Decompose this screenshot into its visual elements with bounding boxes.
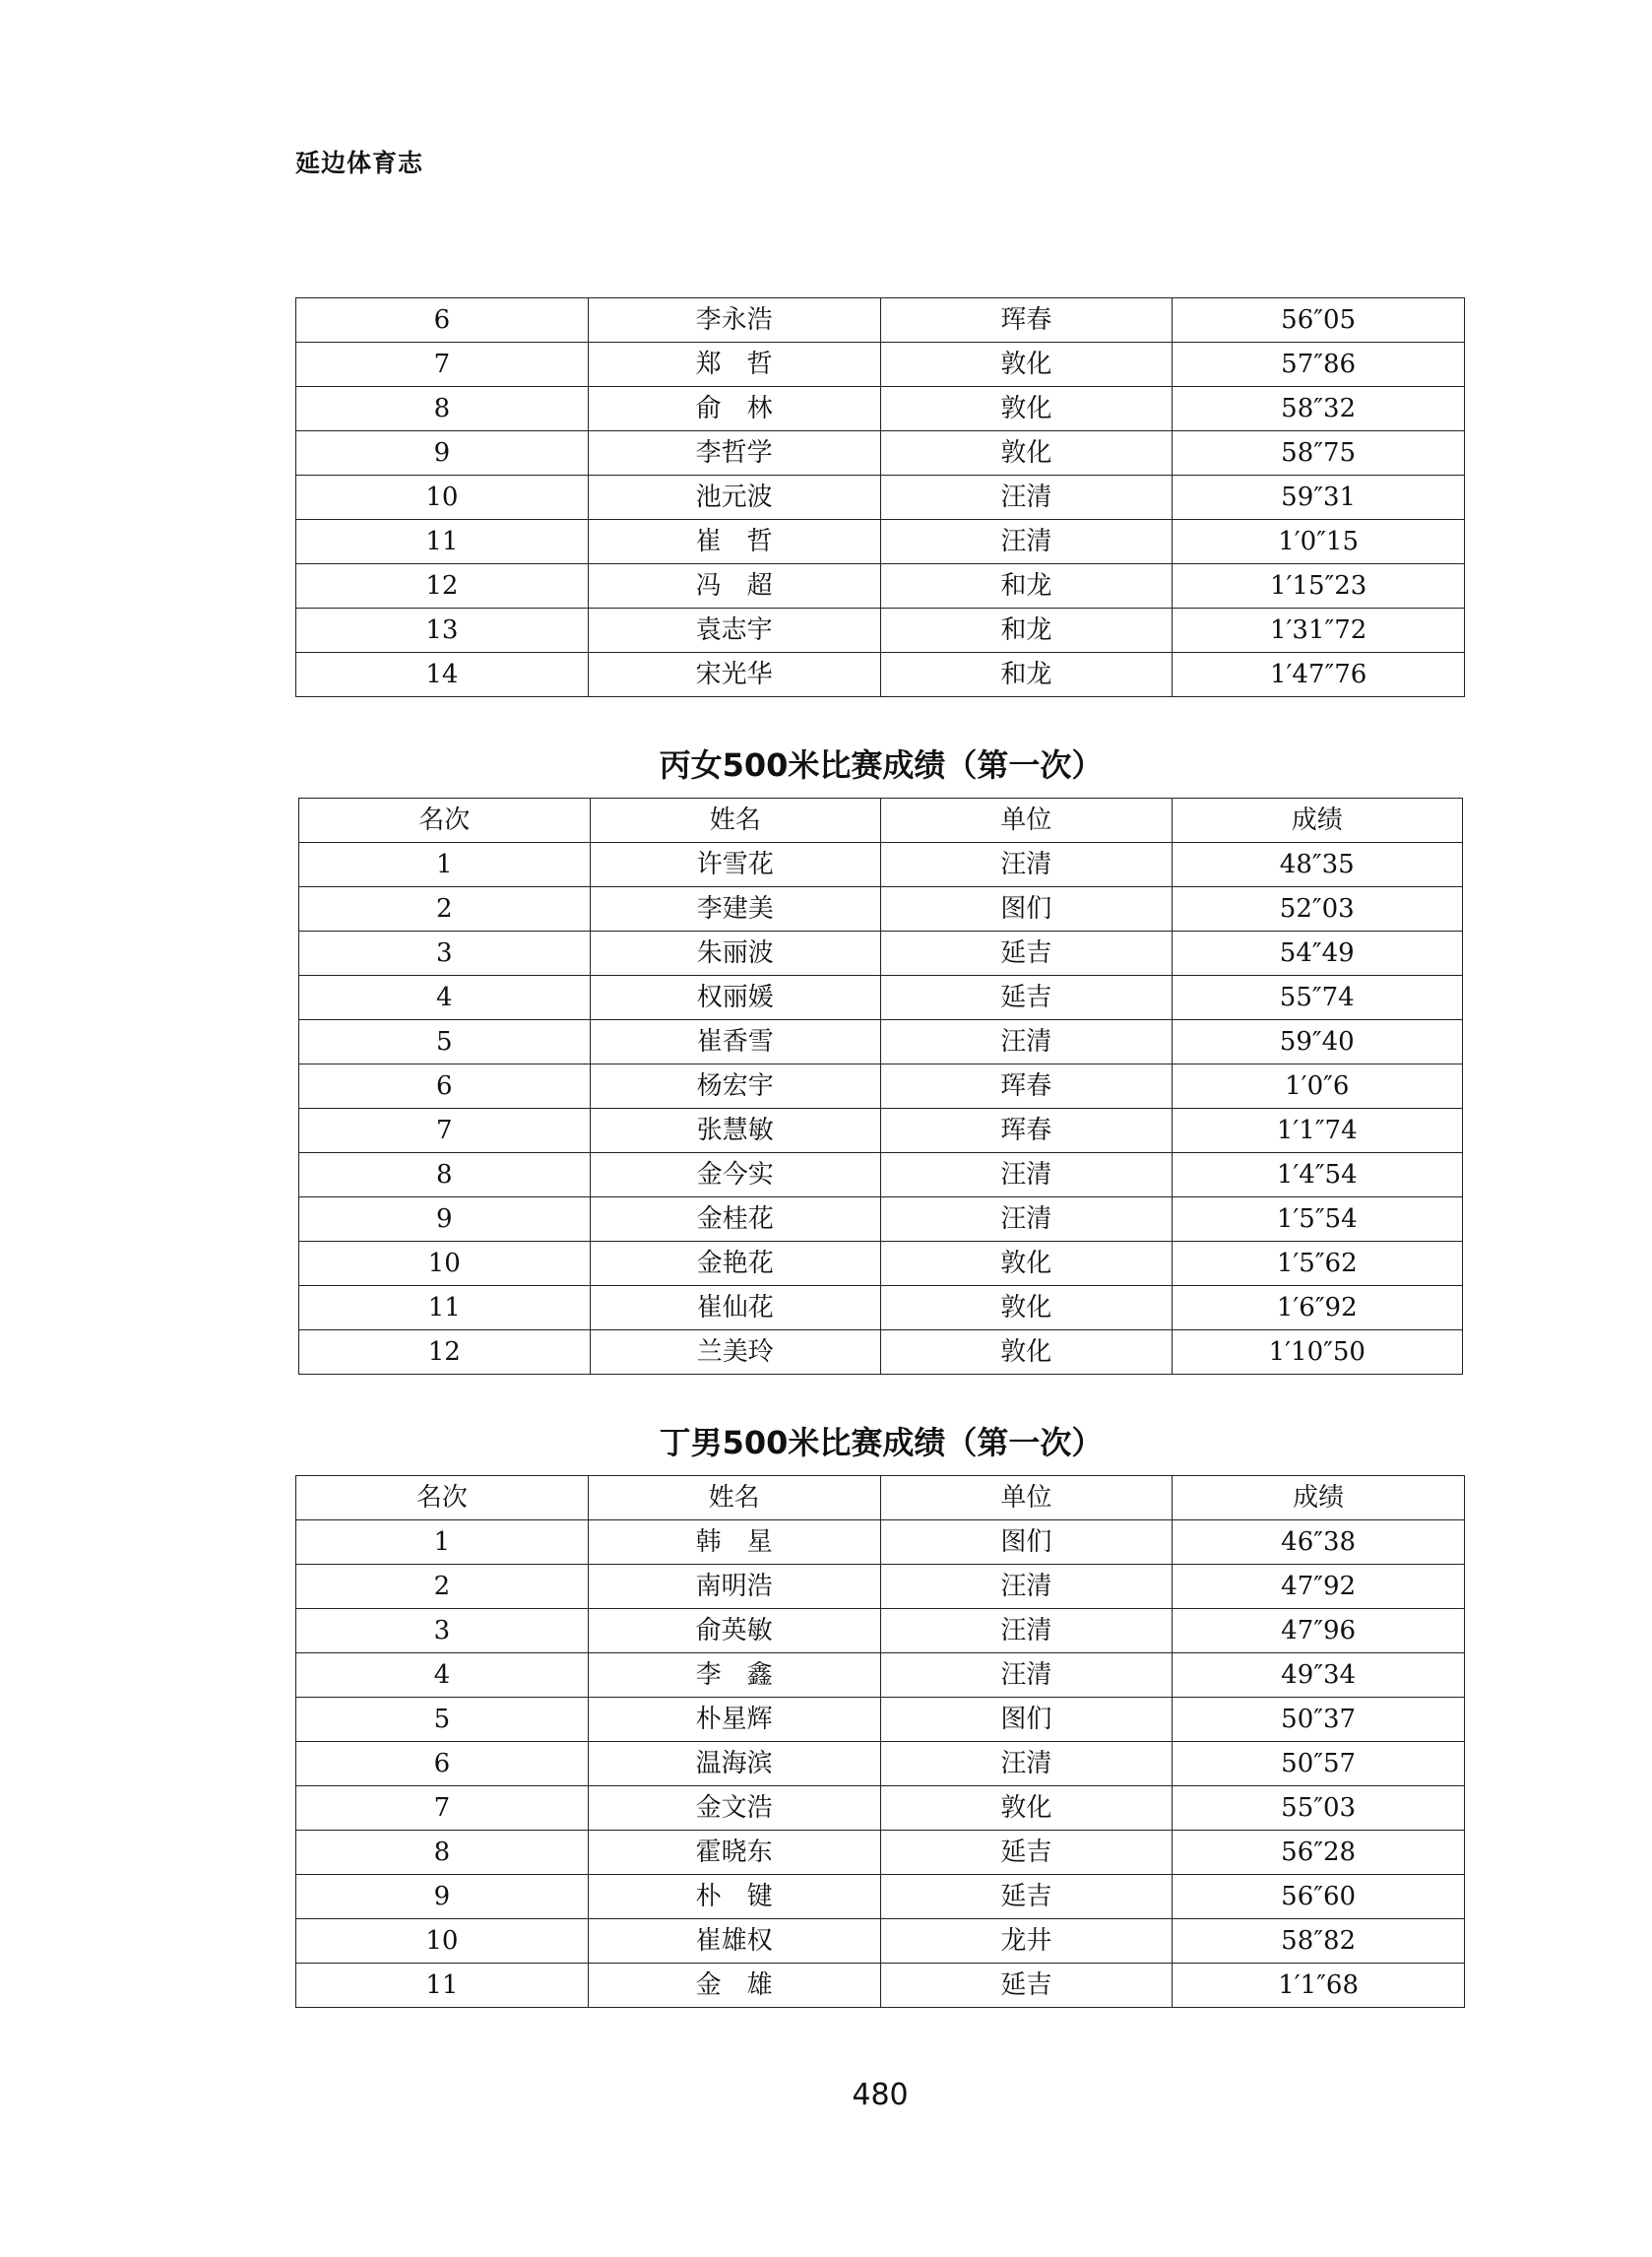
rank-cell: 2 [296, 1565, 589, 1609]
result-cell: 57″86 [1173, 343, 1465, 387]
unit-cell: 敦化 [880, 431, 1173, 476]
unit-cell: 和龙 [880, 564, 1173, 609]
rank-cell: 7 [296, 343, 589, 387]
table-row [296, 1875, 1465, 1919]
rank-cell: 11 [296, 520, 589, 564]
unit-cell: 和龙 [880, 653, 1173, 697]
result-cell: 50″37 [1173, 1698, 1465, 1742]
result-cell: 1′1″68 [1173, 1964, 1465, 2008]
rank-cell: 8 [299, 1153, 591, 1197]
result-cell: 56″60 [1173, 1875, 1465, 1919]
result-cell: 1′6″92 [1172, 1286, 1463, 1330]
column-header: 单位 [881, 799, 1173, 843]
rank-cell: 12 [296, 564, 589, 609]
result-cell: 48″35 [1172, 843, 1463, 887]
result-cell: 1′10″50 [1172, 1330, 1463, 1375]
rank-cell: 5 [296, 1698, 589, 1742]
table-row [299, 1286, 1463, 1330]
header-row [296, 1476, 1465, 1520]
rank-cell: 12 [299, 1330, 591, 1375]
results-table-continued [295, 297, 1465, 697]
unit-cell: 汪清 [880, 476, 1173, 520]
name-cell: 俞 林 [588, 387, 880, 431]
table-row [299, 1020, 1463, 1064]
rank-cell: 11 [296, 1964, 589, 2008]
rank-cell: 1 [296, 1520, 589, 1565]
name-cell: 崔仙花 [590, 1286, 881, 1330]
table-row [299, 1197, 1463, 1242]
result-cell: 1′31″72 [1173, 609, 1465, 653]
unit-cell: 珲春 [880, 298, 1173, 343]
unit-cell: 敦化 [881, 1286, 1173, 1330]
result-cell: 56″05 [1173, 298, 1465, 343]
unit-cell: 延吉 [880, 1875, 1173, 1919]
name-cell: 朱丽波 [590, 932, 881, 976]
rank-cell: 9 [299, 1197, 591, 1242]
result-cell: 47″96 [1173, 1609, 1465, 1653]
unit-cell: 延吉 [881, 976, 1173, 1020]
result-cell: 56″28 [1173, 1831, 1465, 1875]
table-row [299, 843, 1463, 887]
rank-cell: 10 [296, 1919, 589, 1964]
unit-cell: 图们 [880, 1698, 1173, 1742]
name-cell: 朴星辉 [588, 1698, 880, 1742]
result-cell: 55″74 [1172, 976, 1463, 1020]
result-cell: 54″49 [1172, 932, 1463, 976]
rank-cell: 10 [296, 476, 589, 520]
name-cell: 李 鑫 [588, 1653, 880, 1698]
column-header: 姓名 [588, 1476, 880, 1520]
unit-cell: 敦化 [880, 387, 1173, 431]
name-cell: 金 雄 [588, 1964, 880, 2008]
table-row [299, 1109, 1463, 1153]
result-cell: 1′47″76 [1173, 653, 1465, 697]
name-cell: 李哲学 [588, 431, 880, 476]
unit-cell: 汪清 [881, 1020, 1173, 1064]
name-cell: 韩 星 [588, 1520, 880, 1565]
unit-cell: 汪清 [880, 1565, 1173, 1609]
name-cell: 李永浩 [588, 298, 880, 343]
table-row [296, 387, 1465, 431]
rank-cell: 6 [296, 1742, 589, 1786]
unit-cell: 汪清 [880, 1653, 1173, 1698]
name-cell: 兰美玲 [590, 1330, 881, 1375]
rank-cell: 8 [296, 1831, 589, 1875]
column-header: 单位 [880, 1476, 1173, 1520]
result-cell: 55″03 [1173, 1786, 1465, 1831]
result-cell: 50″57 [1173, 1742, 1465, 1786]
unit-cell: 图们 [880, 1520, 1173, 1565]
result-cell: 1′0″15 [1173, 520, 1465, 564]
rank-cell: 7 [296, 1786, 589, 1831]
result-cell: 52″03 [1172, 887, 1463, 932]
name-cell: 冯 超 [588, 564, 880, 609]
name-cell: 袁志宇 [588, 609, 880, 653]
name-cell: 朴 键 [588, 1875, 880, 1919]
name-cell: 金文浩 [588, 1786, 880, 1831]
rank-cell: 1 [299, 843, 591, 887]
rank-cell: 4 [296, 1653, 589, 1698]
table-row [296, 1653, 1465, 1698]
result-cell: 59″40 [1172, 1020, 1463, 1064]
rank-cell: 3 [296, 1609, 589, 1653]
table-row [299, 1242, 1463, 1286]
name-cell: 张慧敏 [590, 1109, 881, 1153]
table-row [296, 1742, 1465, 1786]
result-cell: 59″31 [1173, 476, 1465, 520]
rank-cell: 5 [299, 1020, 591, 1064]
table-row [296, 520, 1465, 564]
unit-cell: 敦化 [880, 1786, 1173, 1831]
unit-cell: 汪清 [880, 520, 1173, 564]
result-cell: 58″32 [1173, 387, 1465, 431]
unit-cell: 图们 [881, 887, 1173, 932]
name-cell: 金桂花 [590, 1197, 881, 1242]
name-cell: 权丽媛 [590, 976, 881, 1020]
unit-cell: 珲春 [881, 1064, 1173, 1109]
result-cell: 1′5″54 [1172, 1197, 1463, 1242]
result-cell: 49″34 [1173, 1653, 1465, 1698]
result-cell: 1′5″62 [1172, 1242, 1463, 1286]
table-row [296, 1919, 1465, 1964]
unit-cell: 汪清 [880, 1742, 1173, 1786]
result-cell: 46″38 [1173, 1520, 1465, 1565]
name-cell: 宋光华 [588, 653, 880, 697]
unit-cell: 汪清 [880, 1609, 1173, 1653]
column-header: 姓名 [590, 799, 881, 843]
rank-cell: 3 [299, 932, 591, 976]
table-row [296, 1609, 1465, 1653]
unit-cell: 汪清 [881, 843, 1173, 887]
name-cell: 李建美 [590, 887, 881, 932]
name-cell: 霍晓东 [588, 1831, 880, 1875]
unit-cell: 和龙 [880, 609, 1173, 653]
rank-cell: 13 [296, 609, 589, 653]
unit-cell: 汪清 [881, 1197, 1173, 1242]
column-header: 名次 [299, 799, 591, 843]
result-cell: 1′15″23 [1173, 564, 1465, 609]
rank-cell: 7 [299, 1109, 591, 1153]
table-row [299, 932, 1463, 976]
table-row [299, 887, 1463, 932]
unit-cell: 珲春 [881, 1109, 1173, 1153]
result-cell: 58″82 [1173, 1919, 1465, 1964]
table-row [296, 1698, 1465, 1742]
rank-cell: 9 [296, 1875, 589, 1919]
table-row [299, 1153, 1463, 1197]
table-row [299, 976, 1463, 1020]
unit-cell: 延吉 [880, 1964, 1173, 2008]
table-row [299, 1330, 1463, 1375]
result-cell: 58″75 [1173, 431, 1465, 476]
table-row [296, 564, 1465, 609]
table-row [296, 1831, 1465, 1875]
column-header: 成绩 [1173, 1476, 1465, 1520]
section-title-boys-500m: 丁男500米比赛成绩（第一次） [659, 1424, 1104, 1461]
name-cell: 温海滨 [588, 1742, 880, 1786]
unit-cell: 龙井 [880, 1919, 1173, 1964]
unit-cell: 延吉 [881, 932, 1173, 976]
unit-cell: 汪清 [881, 1153, 1173, 1197]
name-cell: 崔香雪 [590, 1020, 881, 1064]
table-row [296, 298, 1465, 343]
unit-cell: 延吉 [880, 1831, 1173, 1875]
table-row [296, 1520, 1465, 1565]
result-cell: 1′4″54 [1172, 1153, 1463, 1197]
result-cell: 1′0″6 [1172, 1064, 1463, 1109]
rank-cell: 9 [296, 431, 589, 476]
name-cell: 金今实 [590, 1153, 881, 1197]
result-cell: 47″92 [1173, 1565, 1465, 1609]
name-cell: 郑 哲 [588, 343, 880, 387]
rank-cell: 6 [296, 298, 589, 343]
column-header: 名次 [296, 1476, 589, 1520]
section-title-girls-500m: 丙女500米比赛成绩（第一次） [659, 746, 1104, 784]
name-cell: 杨宏宇 [590, 1064, 881, 1109]
name-cell: 许雪花 [590, 843, 881, 887]
results-table-boys-500m [295, 1475, 1465, 2008]
rank-cell: 10 [299, 1242, 591, 1286]
unit-cell: 敦化 [881, 1242, 1173, 1286]
rank-cell: 11 [299, 1286, 591, 1330]
table-row [296, 1565, 1465, 1609]
header-row [299, 799, 1463, 843]
name-cell: 池元波 [588, 476, 880, 520]
name-cell: 俞英敏 [588, 1609, 880, 1653]
results-table-girls-500m [298, 798, 1463, 1375]
unit-cell: 敦化 [880, 343, 1173, 387]
result-cell: 1′1″74 [1172, 1109, 1463, 1153]
table-row [299, 1064, 1463, 1109]
table-row [296, 1786, 1465, 1831]
page-number: 480 [852, 2078, 909, 2112]
table-row [296, 343, 1465, 387]
table-row [296, 476, 1465, 520]
rank-cell: 8 [296, 387, 589, 431]
name-cell: 金艳花 [590, 1242, 881, 1286]
rank-cell: 6 [299, 1064, 591, 1109]
table-row [296, 1964, 1465, 2008]
name-cell: 崔雄权 [588, 1919, 880, 1964]
rank-cell: 2 [299, 887, 591, 932]
column-header: 成绩 [1172, 799, 1463, 843]
rank-cell: 14 [296, 653, 589, 697]
name-cell: 南明浩 [588, 1565, 880, 1609]
rank-cell: 4 [299, 976, 591, 1020]
table-row [296, 653, 1465, 697]
table-row [296, 431, 1465, 476]
unit-cell: 敦化 [881, 1330, 1173, 1375]
running-head: 延边体育志 [295, 149, 424, 177]
table-row [296, 609, 1465, 653]
name-cell: 崔 哲 [588, 520, 880, 564]
